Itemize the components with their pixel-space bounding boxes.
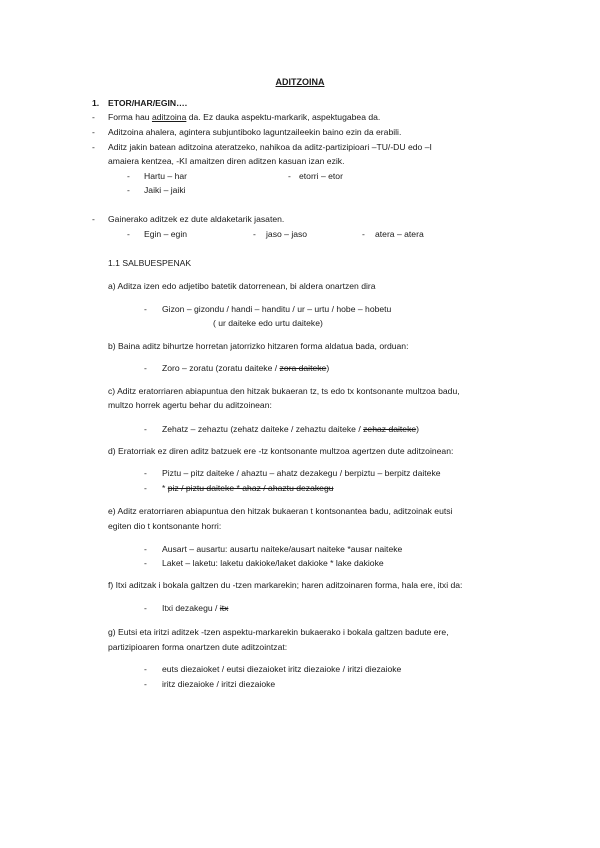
bullet-text-cont: amaiera kentzea, -KI amaitzen diren aditzen kasuan izan ezik.	[108, 156, 345, 166]
example-dash: -	[144, 483, 147, 493]
case-e-example: Laket – laketu: laketu dakioke/laket dakioke * lake dakioke	[162, 558, 384, 568]
struck-form: zora daiteke	[279, 363, 327, 373]
example-dash: -	[253, 229, 256, 239]
case-e-text: e) Aditz eratorriaren abiapuntua den hitzak bukaeran t kontsonantea badu, aditzoinak eutsi	[108, 506, 453, 516]
text-run: Zoro – zoratu (zoratu daiteke /	[162, 363, 280, 373]
section-number: 1.	[92, 98, 100, 108]
bullet-dash: -	[92, 142, 95, 152]
text-run: Zehatz – zehaztu (zehatz daiteke / zehaztu daiteke /	[162, 424, 364, 434]
text-run: Forma hau	[108, 112, 152, 122]
bullet-text: Gainerako aditzek ez dute aldaketarik jasaten.	[108, 214, 285, 224]
case-g-text: g) Eutsi eta iritzi aditzek -tzen aspektu-markarekin bukaerako i bokala galtzen badute ere,	[108, 627, 449, 637]
example-dash: -	[144, 544, 147, 554]
example-dash: -	[144, 424, 147, 434]
case-d-example-struck	[162, 483, 334, 494]
bullet-dash: -	[92, 127, 95, 137]
example-dash: -	[288, 171, 291, 181]
bullet-dash: -	[92, 112, 95, 122]
case-d-text: d) Eratorriak ez diren aditz batzuek ere -tz kontsonante multzoa agertzen dute aditzoinean:	[108, 446, 454, 456]
struck-form: itx	[219, 603, 229, 613]
case-g-example: euts diezaioket / eutsi diezaioket iritz diezaioke / iritzi diezaioke	[162, 664, 402, 674]
case-b-text: b) Baina aditz bihurtze horretan jatorrizko hitzaren forma aldatua bada, orduan:	[108, 341, 409, 351]
bullet-text: Aditz jakin batean aditzoina ateratzeko, nahikoa da aditz-partizipioari –TU/-DU edo –I	[108, 142, 432, 152]
subsection-heading: 1.1 SALBUESPENAK	[108, 258, 192, 268]
text-run: )	[416, 424, 420, 434]
example-dash: -	[362, 229, 365, 239]
case-g-example: iritz diezaioke / iritzi diezaioke	[162, 679, 276, 689]
example-dash: -	[144, 679, 147, 689]
case-b-example	[162, 363, 329, 374]
text-run: )	[326, 363, 330, 373]
bullet-dash: -	[92, 214, 95, 224]
case-c-text-cont: multzo horrek agertu behar du aditzoinean:	[108, 400, 272, 410]
example-dash: -	[144, 304, 147, 314]
example-dash: -	[127, 171, 130, 181]
example-item: Jaiki – jaiki	[144, 185, 186, 195]
case-a-example-note: ( ur daiteke edo urtu daiteke)	[213, 318, 323, 328]
example-dash: -	[144, 468, 147, 478]
example-item: Hartu – har	[144, 171, 187, 181]
case-e-example: Ausart – ausartu: ausartu naiteke/ausart naiteke *ausar naiteke	[162, 544, 403, 554]
case-a-text: a) Aditza izen edo adjetibo batetik datorrenean, bi aldera onartzen dira	[108, 281, 376, 291]
example-dash: -	[144, 363, 147, 373]
bullet-text: Aditzoina ahalera, agintera subjuntiboko laguntzaileekin baino ezin da erabili.	[108, 127, 402, 137]
case-f-example	[162, 603, 228, 614]
case-c-text: c) Aditz eratorriaren abiapuntua den hitzak bukaeran tz, ts edo tx kontsonante multzoa badu,	[108, 386, 460, 396]
case-c-example	[162, 424, 419, 435]
example-item: jaso – jaso	[266, 229, 308, 239]
example-dash: -	[144, 664, 147, 674]
case-f-text: f) Itxi aditzak i bokala galtzen du -tzen markarekin; haren aditzoinaren forma, hala ere, itxi da:	[108, 580, 463, 590]
section-heading: ETOR/HAR/EGIN….	[108, 98, 188, 108]
example-item: etorri – etor	[299, 171, 343, 181]
case-e-text-cont: egiten dio t kontsonante horri:	[108, 521, 222, 531]
underlined-term: aditzoina	[151, 112, 187, 122]
text-run: *	[162, 483, 168, 493]
page-title: ADITZOINA	[275, 77, 325, 87]
case-d-example: Piztu – pitz daiteke / ahaztu – ahatz dezakegu / berpiztu – berpitz daiteke	[162, 468, 441, 478]
struck-form: piz / piztu daiteke * ahaz / ahaztu dezakegu	[167, 483, 334, 493]
example-item: atera – atera	[375, 229, 424, 239]
example-dash: -	[127, 229, 130, 239]
text-run: da. Ez dauka aspektu-markarik, aspektugabea da.	[186, 112, 381, 122]
bullet-text	[108, 112, 380, 123]
example-dash: -	[144, 603, 147, 613]
example-dash: -	[144, 558, 147, 568]
example-item: Egin – egin	[144, 229, 188, 239]
case-a-example: Gizon – gizondu / handi – handitu / ur – urtu / hobe – hobetu	[162, 304, 392, 314]
example-dash: -	[127, 185, 130, 195]
case-g-text-cont: partizipioaren forma onartzen dute aditzointzat:	[108, 642, 288, 652]
struck-form: zehaz daiteke	[363, 424, 417, 434]
text-run: Itxi dezakegu /	[162, 603, 220, 613]
